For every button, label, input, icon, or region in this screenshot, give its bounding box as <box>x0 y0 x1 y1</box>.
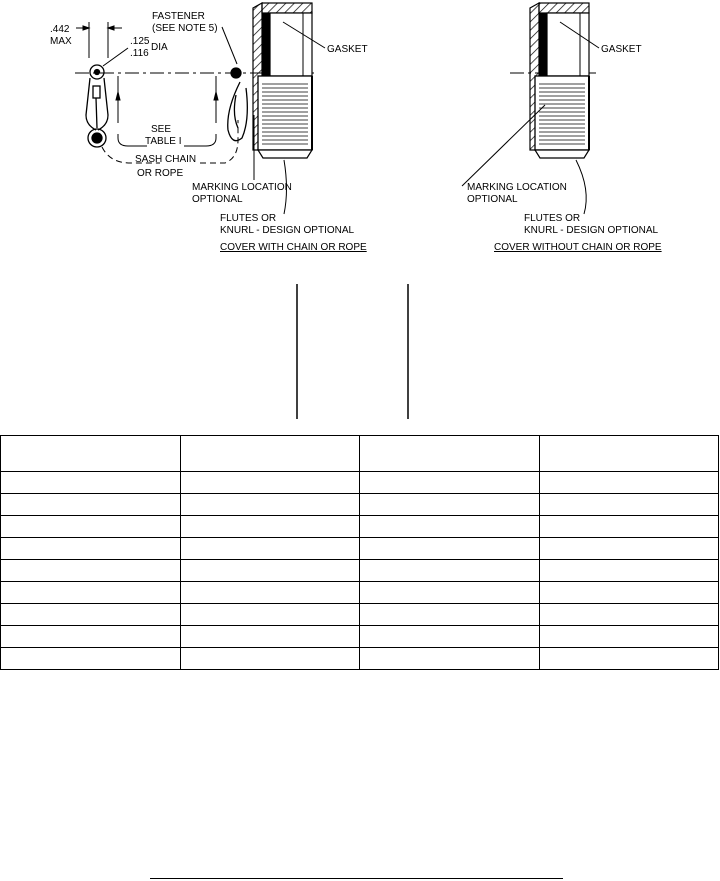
table-row <box>1 604 719 626</box>
fastener-leader <box>222 27 237 64</box>
right-flutes-label: FLUTES OR <box>524 213 581 224</box>
table-cell <box>180 538 360 560</box>
table-cell <box>360 582 540 604</box>
table-row <box>1 560 719 582</box>
right-cover-body <box>530 3 589 158</box>
fastener-note-label: (SEE NOTE 5) <box>152 23 218 34</box>
table-cell <box>180 648 360 670</box>
left-knurl-label: KNURL - DESIGN OPTIONAL <box>220 225 355 236</box>
table-row <box>1 582 719 604</box>
table-cell <box>1 494 181 516</box>
table-cell <box>1 582 181 604</box>
right-knurl-label: KNURL - DESIGN OPTIONAL <box>524 225 659 236</box>
table-cell <box>360 516 540 538</box>
right-cover-figure <box>462 3 662 253</box>
table-cell <box>180 582 360 604</box>
table-cell <box>360 604 540 626</box>
left-caption: COVER WITH CHAIN OR ROPE <box>220 242 367 253</box>
right-marking-label: MARKING LOCATION <box>467 182 567 193</box>
table-header-cell <box>360 436 540 472</box>
table-cell <box>539 516 719 538</box>
table-cell <box>539 472 719 494</box>
table-cell <box>180 494 360 516</box>
table-cell <box>1 560 181 582</box>
table-cell <box>1 538 181 560</box>
table-row <box>1 516 719 538</box>
table-cell <box>1 626 181 648</box>
table-cell <box>539 582 719 604</box>
table-header-cell <box>180 436 360 472</box>
table-row <box>1 626 719 648</box>
table-row <box>1 538 719 560</box>
table-cell <box>1 648 181 670</box>
table-cell <box>180 560 360 582</box>
dim-dia-lower: .116 <box>130 48 149 59</box>
spec-table <box>0 435 719 670</box>
table-row <box>1 472 719 494</box>
left-flutes-label: FLUTES OR <box>220 213 277 224</box>
table-cell <box>539 560 719 582</box>
table-cell <box>1 604 181 626</box>
table-header-cell <box>539 436 719 472</box>
table-cell <box>539 494 719 516</box>
table-header-row <box>1 436 719 472</box>
table-cell <box>539 538 719 560</box>
left-gasket-label: GASKET <box>327 44 368 55</box>
table-cell <box>360 626 540 648</box>
sash-chain-label: SASH CHAIN <box>135 154 197 165</box>
cover-drawing <box>0 0 720 430</box>
table-cell <box>180 604 360 626</box>
table-cell <box>1 516 181 538</box>
dim-dia-upper: .125 <box>130 36 150 47</box>
right-gasket-label: GASKET <box>601 44 642 55</box>
dim-max-value: .442 <box>50 24 70 35</box>
table-cell <box>539 648 719 670</box>
see-label: SEE <box>151 124 172 135</box>
table-cell <box>360 560 540 582</box>
left-cover-body <box>253 3 312 158</box>
right-caption: COVER WITHOUT CHAIN OR ROPE <box>494 242 662 253</box>
dim-dia-label: DIA <box>151 42 168 53</box>
table-cell <box>360 494 540 516</box>
right-marking-optional: OPTIONAL <box>467 194 518 205</box>
table-cell <box>539 626 719 648</box>
sash-rope-label: OR ROPE <box>137 168 184 179</box>
table-cell <box>180 472 360 494</box>
table-cell <box>360 648 540 670</box>
see-table-label: TABLE I <box>145 136 182 147</box>
fastener-label: FASTENER <box>152 11 205 22</box>
dim-max-label: MAX <box>50 36 72 47</box>
table-cell <box>360 472 540 494</box>
table-cell <box>180 516 360 538</box>
sash-hook <box>86 65 108 147</box>
sash-chain-dashed-right <box>200 120 238 163</box>
table-cell <box>180 626 360 648</box>
right-flutes-leader <box>576 160 586 214</box>
left-marking-label: MARKING LOCATION <box>192 182 292 193</box>
table-cell <box>539 604 719 626</box>
bottom-rule <box>150 878 563 879</box>
left-cover-figure <box>50 3 368 253</box>
table-cell <box>1 472 181 494</box>
left-marking-optional: OPTIONAL <box>192 194 243 205</box>
table-row <box>1 648 719 670</box>
dimension-max-width <box>76 22 122 58</box>
table-header-cell <box>1 436 181 472</box>
table-cell <box>360 538 540 560</box>
table-row <box>1 494 719 516</box>
dia-leader <box>103 48 128 66</box>
